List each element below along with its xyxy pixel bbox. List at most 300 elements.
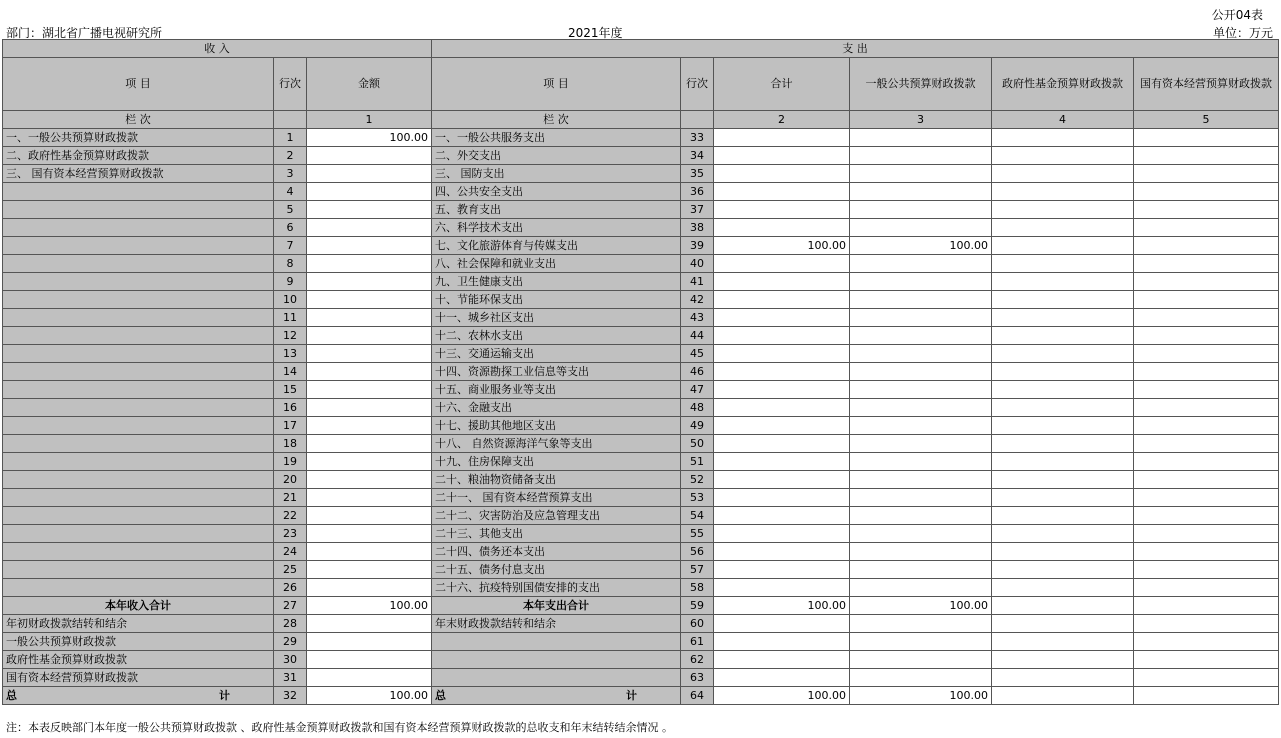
expense-rowno: 49 bbox=[681, 417, 714, 435]
table-row bbox=[3, 381, 1279, 399]
expense-item: 二十六、抗疫特别国债安排的支出 bbox=[432, 579, 681, 597]
col-total: 合计 bbox=[714, 58, 850, 111]
expense-general bbox=[850, 579, 992, 597]
expense-section-header: 支 出 bbox=[432, 40, 1279, 58]
expense-total bbox=[714, 363, 850, 381]
income-rowno: 20 bbox=[274, 471, 307, 489]
colnum-3: 3 bbox=[850, 111, 992, 129]
income-item bbox=[3, 453, 274, 471]
expense-general bbox=[850, 363, 992, 381]
table-row bbox=[3, 147, 1279, 165]
expense-fund bbox=[992, 363, 1134, 381]
expense-rowno: 48 bbox=[681, 399, 714, 417]
expense-state bbox=[1134, 471, 1279, 489]
income-amount bbox=[307, 669, 432, 687]
expense-state bbox=[1134, 183, 1279, 201]
expense-rowno: 53 bbox=[681, 489, 714, 507]
table-row bbox=[3, 417, 1279, 435]
expense-item: 二十四、债务还本支出 bbox=[432, 543, 681, 561]
expense-total bbox=[714, 651, 850, 669]
col-expense-item: 项 目 bbox=[432, 58, 681, 111]
expense-total bbox=[714, 435, 850, 453]
income-item bbox=[3, 525, 274, 543]
income-rowno: 7 bbox=[274, 237, 307, 255]
expense-item: 二、外交支出 bbox=[432, 147, 681, 165]
expense-total: 100.00 bbox=[714, 597, 850, 615]
expense-rowno: 36 bbox=[681, 183, 714, 201]
table-row bbox=[3, 129, 1279, 147]
expense-fund bbox=[992, 291, 1134, 309]
expense-total bbox=[714, 345, 850, 363]
expense-item bbox=[432, 669, 681, 687]
expense-item: 五、教育支出 bbox=[432, 201, 681, 219]
expense-total bbox=[714, 453, 850, 471]
expense-general bbox=[850, 381, 992, 399]
expense-total bbox=[714, 309, 850, 327]
table-row bbox=[3, 633, 1279, 651]
colnum-cell bbox=[681, 111, 714, 129]
expense-item: 十三、交通运输支出 bbox=[432, 345, 681, 363]
income-item bbox=[3, 327, 274, 345]
col-expense-rowno: 行次 bbox=[681, 58, 714, 111]
income-amount bbox=[307, 201, 432, 219]
income-item bbox=[3, 471, 274, 489]
income-item: 国有资本经营预算财政拨款 bbox=[3, 669, 274, 687]
expense-state bbox=[1134, 615, 1279, 633]
expense-rowno: 50 bbox=[681, 435, 714, 453]
income-rowno: 8 bbox=[274, 255, 307, 273]
expense-fund bbox=[992, 129, 1134, 147]
expense-rowno: 63 bbox=[681, 669, 714, 687]
expense-total-label-char-a: 总 bbox=[435, 689, 447, 702]
income-rowno: 30 bbox=[274, 651, 307, 669]
income-item bbox=[3, 489, 274, 507]
income-rowno: 11 bbox=[274, 309, 307, 327]
expense-general bbox=[850, 129, 992, 147]
expense-fund bbox=[992, 507, 1134, 525]
expense-rowno: 34 bbox=[681, 147, 714, 165]
expense-fund bbox=[992, 471, 1134, 489]
income-item bbox=[3, 561, 274, 579]
expense-general bbox=[850, 327, 992, 345]
expense-item: 三、 国防支出 bbox=[432, 165, 681, 183]
table-row bbox=[3, 327, 1279, 345]
expense-general bbox=[850, 345, 992, 363]
expense-general bbox=[850, 543, 992, 561]
income-rowno: 5 bbox=[274, 201, 307, 219]
expense-total bbox=[714, 327, 850, 345]
income-rowno: 6 bbox=[274, 219, 307, 237]
expense-fund bbox=[992, 597, 1134, 615]
expense-fund bbox=[992, 489, 1134, 507]
income-amount bbox=[307, 345, 432, 363]
table-row bbox=[3, 183, 1279, 201]
expense-total bbox=[714, 615, 850, 633]
expense-rowno: 54 bbox=[681, 507, 714, 525]
expense-state bbox=[1134, 327, 1279, 345]
income-item bbox=[3, 417, 274, 435]
footnote: 注：本表反映部门本年度一般公共预算财政拨款 、政府性基金预算财政拨款和国有资本经营预算财政拨款的总收支和年末结转结余情况 。 bbox=[6, 721, 673, 734]
income-amount bbox=[307, 381, 432, 399]
expense-item: 十四、资源勘探工业信息等支出 bbox=[432, 363, 681, 381]
income-item bbox=[3, 507, 274, 525]
form-code: 公开04表 bbox=[1211, 8, 1263, 22]
budget-table bbox=[2, 39, 1279, 705]
income-item bbox=[3, 363, 274, 381]
expense-rowno: 51 bbox=[681, 453, 714, 471]
expense-rowno: 45 bbox=[681, 345, 714, 363]
expense-state bbox=[1134, 687, 1279, 705]
expense-fund bbox=[992, 669, 1134, 687]
income-rowno: 4 bbox=[274, 183, 307, 201]
expense-state bbox=[1134, 651, 1279, 669]
expense-fund bbox=[992, 435, 1134, 453]
expense-total bbox=[714, 165, 850, 183]
expense-rowno: 44 bbox=[681, 327, 714, 345]
expense-general: 100.00 bbox=[850, 237, 992, 255]
income-amount bbox=[307, 417, 432, 435]
expense-fund bbox=[992, 219, 1134, 237]
expense-fund bbox=[992, 615, 1134, 633]
expense-general bbox=[850, 147, 992, 165]
income-rowno: 3 bbox=[274, 165, 307, 183]
table-row bbox=[3, 507, 1279, 525]
expense-general bbox=[850, 183, 992, 201]
table-row bbox=[3, 435, 1279, 453]
income-rowno: 29 bbox=[274, 633, 307, 651]
income-item bbox=[3, 183, 274, 201]
expense-total: 100.00 bbox=[714, 687, 850, 705]
income-section-header: 收 入 bbox=[3, 40, 432, 58]
expense-general bbox=[850, 417, 992, 435]
expense-fund bbox=[992, 255, 1134, 273]
income-amount bbox=[307, 327, 432, 345]
expense-rowno: 35 bbox=[681, 165, 714, 183]
income-amount bbox=[307, 183, 432, 201]
colnum-label: 栏 次 bbox=[432, 111, 681, 129]
expense-general bbox=[850, 219, 992, 237]
table-row bbox=[3, 669, 1279, 687]
colnum-1: 1 bbox=[307, 111, 432, 129]
income-item: 本年收入合计 bbox=[3, 597, 274, 615]
expense-total bbox=[714, 633, 850, 651]
expense-total bbox=[714, 669, 850, 687]
income-amount: 100.00 bbox=[307, 129, 432, 147]
table-row bbox=[3, 615, 1279, 633]
income-item bbox=[3, 399, 274, 417]
income-item: 一般公共预算财政拨款 bbox=[3, 633, 274, 651]
income-rowno: 17 bbox=[274, 417, 307, 435]
expense-total bbox=[714, 507, 850, 525]
expense-total bbox=[714, 129, 850, 147]
expense-fund bbox=[992, 165, 1134, 183]
expense-item: 十二、农林水支出 bbox=[432, 327, 681, 345]
expense-item: 七、文化旅游体育与传媒支出 bbox=[432, 237, 681, 255]
expense-item: 一、一般公共服务支出 bbox=[432, 129, 681, 147]
expense-state bbox=[1134, 453, 1279, 471]
income-rowno: 1 bbox=[274, 129, 307, 147]
expense-general bbox=[850, 507, 992, 525]
table-row bbox=[3, 345, 1279, 363]
expense-total bbox=[714, 561, 850, 579]
expense-general bbox=[850, 471, 992, 489]
expense-general bbox=[850, 633, 992, 651]
expense-fund bbox=[992, 525, 1134, 543]
income-rowno: 12 bbox=[274, 327, 307, 345]
expense-item: 二十三、其他支出 bbox=[432, 525, 681, 543]
expense-fund bbox=[992, 273, 1134, 291]
col-general: 一般公共预算财政拨款 bbox=[850, 58, 992, 111]
expense-state bbox=[1134, 507, 1279, 525]
income-amount: 100.00 bbox=[307, 687, 432, 705]
expense-fund bbox=[992, 651, 1134, 669]
expense-state bbox=[1134, 561, 1279, 579]
expense-rowno: 40 bbox=[681, 255, 714, 273]
expense-fund bbox=[992, 399, 1134, 417]
expense-total: 100.00 bbox=[714, 237, 850, 255]
expense-item: 九、卫生健康支出 bbox=[432, 273, 681, 291]
expense-item: 十九、住房保障支出 bbox=[432, 453, 681, 471]
expense-rowno: 58 bbox=[681, 579, 714, 597]
expense-item: 二十二、灾害防治及应急管理支出 bbox=[432, 507, 681, 525]
income-item: 三、 国有资本经营预算财政拨款 bbox=[3, 165, 274, 183]
income-item bbox=[3, 255, 274, 273]
income-amount bbox=[307, 363, 432, 381]
income-amount bbox=[307, 561, 432, 579]
income-amount bbox=[307, 525, 432, 543]
income-rowno: 10 bbox=[274, 291, 307, 309]
expense-state bbox=[1134, 201, 1279, 219]
expense-general bbox=[850, 489, 992, 507]
income-rowno: 25 bbox=[274, 561, 307, 579]
expense-rowno: 33 bbox=[681, 129, 714, 147]
income-amount: 100.00 bbox=[307, 597, 432, 615]
income-item bbox=[3, 309, 274, 327]
table-row bbox=[3, 255, 1279, 273]
income-amount bbox=[307, 633, 432, 651]
expense-fund bbox=[992, 579, 1134, 597]
expense-fund bbox=[992, 345, 1134, 363]
income-item: 年初财政拨款结转和结余 bbox=[3, 615, 274, 633]
expense-total bbox=[714, 471, 850, 489]
expense-general bbox=[850, 291, 992, 309]
expense-fund bbox=[992, 633, 1134, 651]
expense-item: 四、公共安全支出 bbox=[432, 183, 681, 201]
income-amount bbox=[307, 273, 432, 291]
income-amount bbox=[307, 579, 432, 597]
expense-fund bbox=[992, 147, 1134, 165]
expense-rowno: 46 bbox=[681, 363, 714, 381]
col-income-rowno: 行次 bbox=[274, 58, 307, 111]
expense-fund bbox=[992, 381, 1134, 399]
expense-state bbox=[1134, 291, 1279, 309]
table-row bbox=[3, 399, 1279, 417]
col-income-item: 项 目 bbox=[3, 58, 274, 111]
expense-total bbox=[714, 147, 850, 165]
expense-state bbox=[1134, 669, 1279, 687]
expense-rowno: 43 bbox=[681, 309, 714, 327]
table-row bbox=[3, 363, 1279, 381]
income-item: 一、一般公共预算财政拨款 bbox=[3, 129, 274, 147]
expense-state bbox=[1134, 345, 1279, 363]
expense-state bbox=[1134, 147, 1279, 165]
expense-rowno: 37 bbox=[681, 201, 714, 219]
income-amount bbox=[307, 399, 432, 417]
expense-rowno: 62 bbox=[681, 651, 714, 669]
expense-total bbox=[714, 525, 850, 543]
expense-total bbox=[714, 273, 850, 291]
expense-state bbox=[1134, 237, 1279, 255]
expense-total bbox=[714, 255, 850, 273]
expense-state bbox=[1134, 399, 1279, 417]
expense-general bbox=[850, 525, 992, 543]
expense-total bbox=[714, 489, 850, 507]
expense-item bbox=[432, 633, 681, 651]
expense-rowno: 52 bbox=[681, 471, 714, 489]
unit-label: 单位：万元 bbox=[1212, 26, 1273, 40]
expense-state bbox=[1134, 525, 1279, 543]
expense-fund bbox=[992, 453, 1134, 471]
expense-fund bbox=[992, 183, 1134, 201]
income-item bbox=[3, 435, 274, 453]
income-amount bbox=[307, 309, 432, 327]
expense-general bbox=[850, 669, 992, 687]
expense-rowno: 47 bbox=[681, 381, 714, 399]
expense-rowno: 59 bbox=[681, 597, 714, 615]
table-row bbox=[3, 453, 1279, 471]
table-row bbox=[3, 291, 1279, 309]
expense-state bbox=[1134, 273, 1279, 291]
expense-rowno: 61 bbox=[681, 633, 714, 651]
colnum-2: 2 bbox=[714, 111, 850, 129]
income-rowno: 14 bbox=[274, 363, 307, 381]
expense-item: 二十、粮油物资储备支出 bbox=[432, 471, 681, 489]
income-amount bbox=[307, 651, 432, 669]
table-row bbox=[3, 471, 1279, 489]
expense-fund bbox=[992, 327, 1134, 345]
income-rowno: 9 bbox=[274, 273, 307, 291]
total-row bbox=[3, 687, 1279, 705]
income-rowno: 23 bbox=[274, 525, 307, 543]
expense-general bbox=[850, 453, 992, 471]
income-rowno: 32 bbox=[274, 687, 307, 705]
expense-general bbox=[850, 651, 992, 669]
expense-fund bbox=[992, 237, 1134, 255]
income-amount bbox=[307, 435, 432, 453]
income-amount bbox=[307, 471, 432, 489]
table-row bbox=[3, 597, 1279, 615]
income-item: 政府性基金预算财政拨款 bbox=[3, 651, 274, 669]
income-amount bbox=[307, 165, 432, 183]
table-row bbox=[3, 525, 1279, 543]
expense-state bbox=[1134, 381, 1279, 399]
expense-total-label-char-b: 计 bbox=[626, 689, 638, 702]
income-item: 二、政府性基金预算财政拨款 bbox=[3, 147, 274, 165]
income-amount bbox=[307, 453, 432, 471]
expense-general: 100.00 bbox=[850, 597, 992, 615]
expense-item: 十六、金融支出 bbox=[432, 399, 681, 417]
expense-state bbox=[1134, 129, 1279, 147]
income-rowno: 13 bbox=[274, 345, 307, 363]
expense-fund bbox=[992, 543, 1134, 561]
expense-fund bbox=[992, 687, 1134, 705]
expense-rowno: 56 bbox=[681, 543, 714, 561]
expense-item: 二十一、 国有资本经营预算支出 bbox=[432, 489, 681, 507]
table-row bbox=[3, 273, 1279, 291]
expense-general bbox=[850, 201, 992, 219]
table-row bbox=[3, 561, 1279, 579]
expense-total bbox=[714, 201, 850, 219]
expense-general bbox=[850, 255, 992, 273]
col-state: 国有资本经营预算财政拨款 bbox=[1134, 58, 1279, 111]
expense-general bbox=[850, 435, 992, 453]
expense-general bbox=[850, 309, 992, 327]
department-label: 部门：湖北省广播电视研究所 bbox=[6, 26, 163, 40]
income-total-label-char-b: 计 bbox=[219, 689, 230, 702]
expense-item bbox=[432, 651, 681, 669]
income-item bbox=[3, 345, 274, 363]
income-item bbox=[3, 237, 274, 255]
expense-item: 六、科学技术支出 bbox=[432, 219, 681, 237]
income-item bbox=[3, 201, 274, 219]
income-item bbox=[3, 273, 274, 291]
income-item bbox=[3, 291, 274, 309]
expense-total bbox=[714, 219, 850, 237]
expense-item: 十一、城乡社区支出 bbox=[432, 309, 681, 327]
table-row bbox=[3, 543, 1279, 561]
expense-rowno: 60 bbox=[681, 615, 714, 633]
income-item bbox=[3, 381, 274, 399]
income-amount bbox=[307, 507, 432, 525]
income-rowno: 31 bbox=[274, 669, 307, 687]
income-item bbox=[3, 579, 274, 597]
expense-total bbox=[714, 183, 850, 201]
income-total-label-char-a: 总 bbox=[6, 689, 17, 702]
expense-state bbox=[1134, 579, 1279, 597]
table-row bbox=[3, 579, 1279, 597]
table-row bbox=[3, 237, 1279, 255]
income-rowno: 21 bbox=[274, 489, 307, 507]
expense-state bbox=[1134, 435, 1279, 453]
expense-total bbox=[714, 381, 850, 399]
expense-rowno: 41 bbox=[681, 273, 714, 291]
expense-total bbox=[714, 399, 850, 417]
expense-rowno: 38 bbox=[681, 219, 714, 237]
expense-fund bbox=[992, 201, 1134, 219]
income-amount bbox=[307, 147, 432, 165]
expense-state bbox=[1134, 255, 1279, 273]
expense-total bbox=[714, 543, 850, 561]
expense-rowno: 39 bbox=[681, 237, 714, 255]
income-amount bbox=[307, 237, 432, 255]
expense-rowno: 55 bbox=[681, 525, 714, 543]
expense-total bbox=[714, 417, 850, 435]
income-rowno: 26 bbox=[274, 579, 307, 597]
income-rowno: 19 bbox=[274, 453, 307, 471]
expense-item: 十八、 自然资源海洋气象等支出 bbox=[432, 435, 681, 453]
income-rowno: 16 bbox=[274, 399, 307, 417]
income-item bbox=[3, 219, 274, 237]
expense-fund bbox=[992, 417, 1134, 435]
expense-item: 十、节能环保支出 bbox=[432, 291, 681, 309]
expense-fund bbox=[992, 309, 1134, 327]
expense-state bbox=[1134, 309, 1279, 327]
expense-item: 本年支出合计 bbox=[432, 597, 681, 615]
expense-state bbox=[1134, 417, 1279, 435]
income-rowno: 24 bbox=[274, 543, 307, 561]
income-amount bbox=[307, 489, 432, 507]
expense-general bbox=[850, 273, 992, 291]
